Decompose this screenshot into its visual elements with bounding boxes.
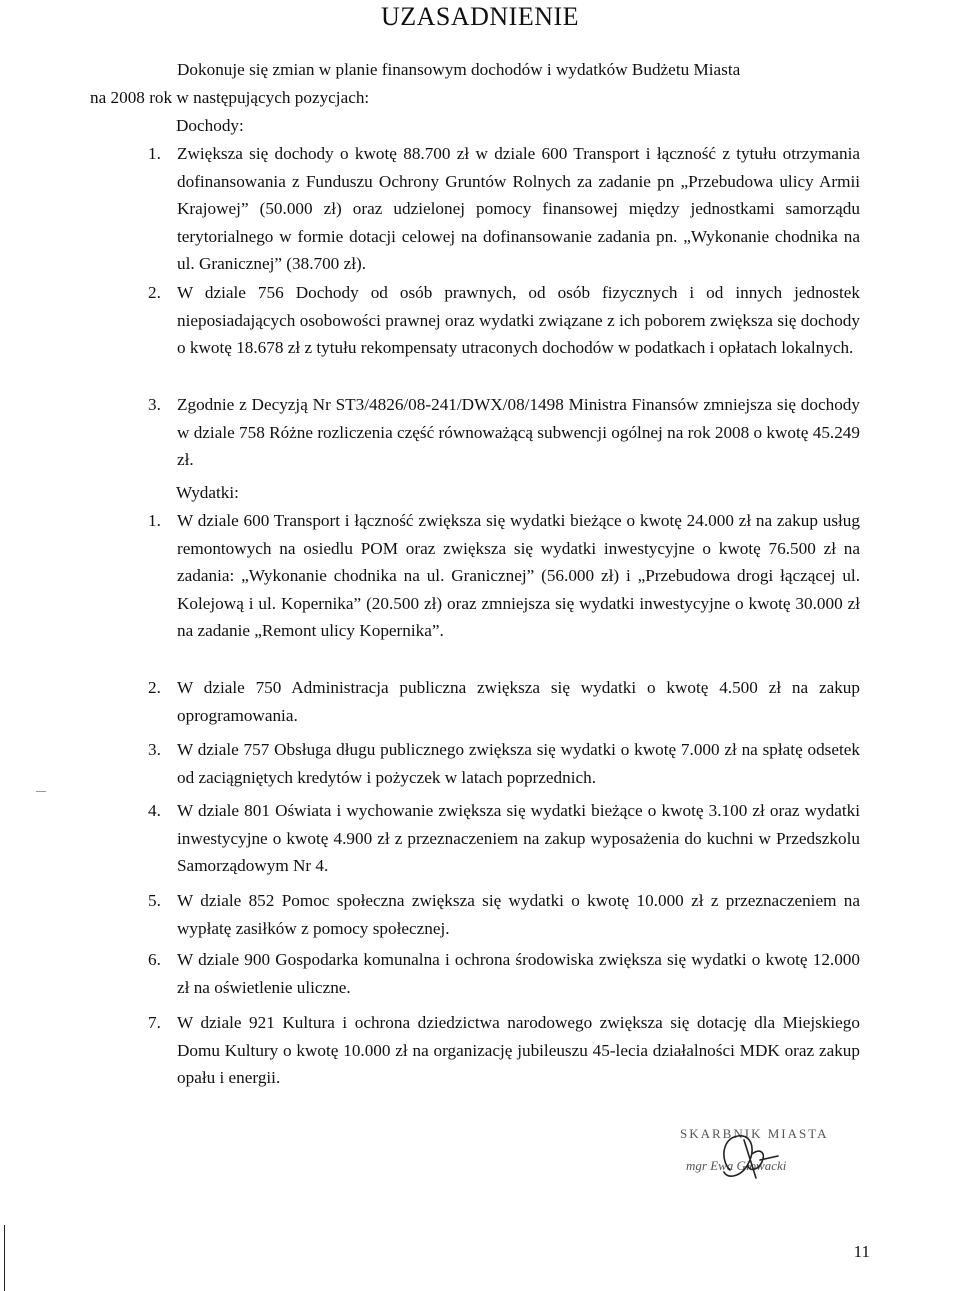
expense-item-3-number: 3.: [148, 740, 161, 759]
signature-name: mgr Ewa Głowacki: [686, 1158, 787, 1173]
expense-item-7-number: 7.: [148, 1013, 161, 1032]
intro-paragraph: [90, 56, 860, 111]
intro-line-2: na 2008 rok w następujących pozycjach:: [90, 87, 370, 107]
expense-item-3: [148, 736, 860, 791]
income-item-3-number: 3.: [148, 395, 161, 414]
expense-item-4-text: W dziale 801 Oświata i wychowanie zwiększa się wydatki bieżące o kwotę 3.100 zł oraz wydatki inwestycyjne o kwotę 4.900 zł z przeznaczeniem na zakup wyposażenia do kuchni w Przedszkolu Samorządowym Nr 4.: [177, 801, 860, 876]
expense-item-4: [148, 797, 860, 880]
income-item-2-text: W dziale 756 Dochody od osób prawnych, od osób fizycznych i od innych jednostek nieposiadających osobowości prawnej oraz wydatki związane z ich poborem zwiększa się dochody o kwotę 18.678 zł z tytułu rekompensaty utraconych dochodów w podatkach i opłatach lokalnych.: [177, 283, 860, 358]
expense-item-3-text: W dziale 757 Obsługa długu publicznego zwiększa się wydatki o kwotę 7.000 zł na spłatę odsetek od zaciągniętych kredytów i pożyczek w latach poprzednich.: [177, 740, 860, 787]
page-title: UZASADNIENIE: [380, 2, 580, 31]
expenses-label: Wydatki:: [176, 483, 239, 502]
expense-item-1-number: 1.: [148, 511, 161, 530]
scan-margin-mark: [36, 791, 46, 792]
expense-item-5-text: W dziale 852 Pomoc społeczna zwiększa się wydatki o kwotę 10.000 zł z przeznaczeniem na wypłatę zasiłków z pomocy społecznej.: [177, 891, 860, 938]
page-number: 11: [853, 1242, 870, 1261]
income-item-1-number: 1.: [148, 144, 161, 163]
income-item-3: [148, 391, 860, 474]
expense-item-2-number: 2.: [148, 678, 161, 697]
income-label: Dochody:: [176, 116, 244, 135]
expense-item-1-text: W dziale 600 Transport i łączność zwiększa się wydatki bieżące o kwotę 24.000 zł na zakup usług remontowych na osiedlu POM oraz zwiększa się wydatki inwestycyjne o kwotę 76.500 zł na zadania: „Wykonanie chodnika na ul. Granicznej” (56.000 zł) i „Przebudowa drogi łączącej ul. Kolejową i ul. Kopernika” (20.500 zł) oraz zmniejsza się wydatki inwestycyjne o kwotę 30.000 zł na zadanie „Remont ulicy Kopernika”.: [177, 511, 860, 641]
income-item-2: [148, 279, 860, 362]
expense-item-7-text: W dziale 921 Kultura i ochrona dziedzictwa narodowego zwiększa się dotację dla Miejskiego Domu Kultury o kwotę 10.000 zł na organizację jubileuszu 45-lecia działalności MDK oraz zakup opału i energii.: [177, 1013, 860, 1088]
expense-item-2-text: W dziale 750 Administracja publiczna zwiększa się wydatki o kwotę 4.500 zł na zakup oprogramowania.: [177, 678, 860, 725]
expense-item-6-number: 6.: [148, 950, 161, 969]
scan-margin-line: [4, 1225, 5, 1291]
intro-line-1: Dokonuje się zmian w planie finansowym dochodów i wydatków Budżetu Miasta: [177, 60, 741, 79]
expense-item-6-text: W dziale 900 Gospodarka komunalna i ochrona środowiska zwiększa się wydatki o kwotę 12.000 zł na oświetlenie uliczne.: [177, 950, 860, 997]
expense-item-4-number: 4.: [148, 801, 161, 820]
expense-item-5-number: 5.: [148, 891, 161, 910]
handwritten-signature-icon: [660, 1120, 860, 1192]
expense-item-2: [148, 674, 860, 729]
income-item-2-number: 2.: [148, 283, 161, 302]
expense-item-1: [148, 507, 860, 645]
expense-item-6: [148, 946, 860, 1001]
expense-item-5: [148, 887, 860, 942]
income-item-3-text: Zgodnie z Decyzją Nr ST3/4826/08-241/DWX/08/1498 Ministra Finansów zmniejsza się dochody w dziale 758 Różne rozliczenia część równoważącą subwencji ogólnej na rok 2008 o kwotę 45.249 zł.: [177, 395, 860, 470]
expense-item-7: [148, 1009, 860, 1092]
income-item-1-text: Zwiększa się dochody o kwotę 88.700 zł w dziale 600 Transport i łączność z tytułu otrzymania dofinansowania z Funduszu Ochrony Gruntów Rolnych za zadanie pn „Przebudowa ulicy Armii Krajowej” (50.000 zł) oraz udzielonej pomocy finansowej między jednostkami samorządu terytorialnego w formie dotacji celowej na dofinansowanie zadania pn. „Wykonanie chodnika na ul. Granicznej” (38.700 zł).: [177, 144, 860, 274]
income-item-1: [148, 140, 860, 278]
signature-title: SKARBNIK MIASTA: [680, 1126, 829, 1141]
signature-stamp: [660, 1120, 860, 1192]
